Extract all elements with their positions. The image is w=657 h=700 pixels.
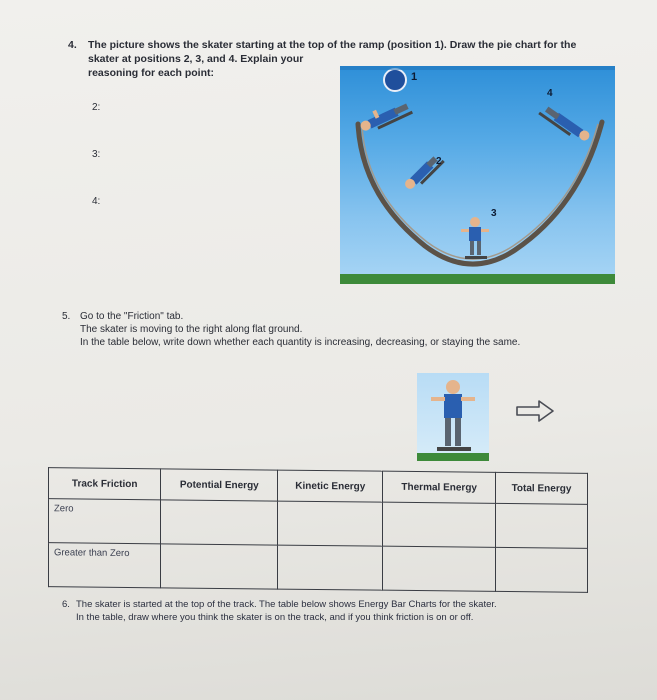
position-label-4: 4 (547, 88, 553, 99)
position-label-2: 2 (436, 156, 442, 167)
question-5-line-2: The skater is moving to the right along flat ground. (80, 324, 303, 335)
table-row (49, 499, 588, 549)
point-3-label: 3: (92, 149, 101, 160)
answer-cell[interactable] (383, 502, 496, 547)
answer-cell[interactable] (278, 545, 383, 590)
skater-position-4 (538, 103, 591, 146)
question-5-line-1: Go to the "Friction" tab. (80, 311, 184, 322)
question-5-prompt (62, 310, 622, 349)
flat-ground-skater-figure (417, 373, 489, 461)
question-4-number: 4. (68, 39, 77, 51)
question-6-number: 6. (62, 599, 70, 610)
skater-position-3 (461, 217, 489, 259)
row-label-greater-than-zero: Greater than Zero (49, 543, 161, 588)
header-total-energy: Total Energy (495, 472, 587, 504)
answer-cell[interactable] (383, 546, 496, 591)
point-2-label: 2: (92, 102, 101, 113)
ground-strip (340, 274, 615, 284)
header-track-friction: Track Friction (49, 468, 161, 500)
answer-cell[interactable] (161, 500, 278, 545)
row-label-zero: Zero (49, 499, 161, 544)
answer-cell[interactable] (495, 547, 587, 592)
point-4-label: 4: (92, 196, 101, 207)
question-4-line-1: The picture shows the skater starting at the top of the ramp (position 1). Draw the pie chart for the (88, 39, 577, 51)
position-1-ball (384, 69, 406, 91)
question-6-line-1: The skater is started at the top of the track. The table below shows Energy Bar Charts for the skater. (76, 599, 497, 610)
skater-position-1 (357, 96, 413, 136)
header-potential-energy: Potential Energy (161, 469, 278, 501)
right-arrow-icon (515, 399, 555, 423)
header-thermal-energy: Thermal Energy (383, 471, 496, 503)
table-row (49, 543, 588, 593)
friction-energy-table (48, 467, 588, 593)
question-5-number: 5. (62, 311, 71, 322)
position-label-1: 1 (411, 71, 418, 83)
question-5-line-3: In the table below, write down whether each quantity is increasing, decreasing, or staying the same. (80, 337, 521, 348)
answer-cell[interactable] (161, 544, 278, 589)
skate-ramp-figure (340, 66, 615, 284)
answer-cell[interactable] (278, 501, 383, 546)
header-kinetic-energy: Kinetic Energy (278, 470, 383, 502)
question-6-line-2: In the table, draw where you think the skater is on the track, and if you think friction is on or off. (76, 612, 474, 623)
position-label-3: 3 (491, 208, 497, 219)
question-6-prompt (62, 598, 622, 624)
answer-cell[interactable] (495, 503, 587, 548)
question-4-line-2: skater at positions 2, 3, and 4. Explain your reasoning for each point: (88, 53, 304, 79)
